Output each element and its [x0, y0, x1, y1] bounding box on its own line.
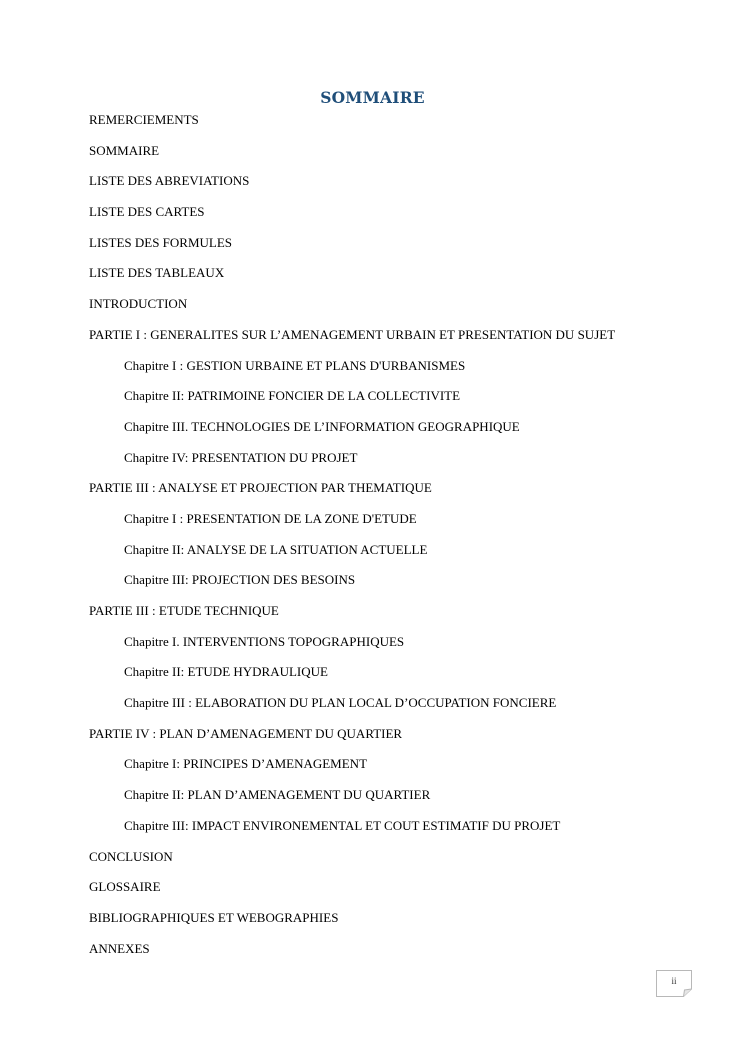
toc-chapter-entry: Chapitre II: PLAN D’AMENAGEMENT DU QUARTIER [124, 787, 431, 803]
toc-section-entry: SOMMAIRE [89, 142, 160, 158]
toc-chapter-entry: Chapitre II: ANALYSE DE LA SITUATION ACTUELLE [124, 541, 428, 557]
toc-section-entry: LISTE DES CARTES [89, 204, 205, 220]
toc-chapter-entry: Chapitre III: PROJECTION DES BESOINS [124, 572, 356, 588]
toc-chapter-entry: Chapitre I: PRINCIPES D’AMENAGEMENT [124, 756, 368, 772]
toc-section-entry: PARTIE III : ANALYSE ET PROJECTION PAR THEMATIQUE [89, 480, 432, 496]
toc-chapter-entry: Chapitre I. INTERVENTIONS TOPOGRAPHIQUES [124, 633, 405, 649]
toc-chapter-entry: Chapitre I : GESTION URBAINE ET PLANS D'URBANISMES [124, 357, 466, 373]
page-number-box [656, 970, 692, 997]
toc-section-entry: ANNEXES [89, 940, 150, 956]
toc-section-entry: PARTIE I : GENERALITES SUR L’AMENAGEMENT URBAIN ET PRESENTATION DU SUJET [89, 326, 616, 342]
toc-section-entry: PARTIE III : ETUDE TECHNIQUE [89, 603, 279, 618]
toc-chapter-entry: Chapitre III: IMPACT ENVIRONEMENTAL ET COUT ESTIMATIF DU PROJET [124, 817, 561, 833]
toc-section-entry: LISTE DES ABREVIATIONS [89, 173, 250, 189]
toc-chapter-entry: Chapitre II: PATRIMOINE FONCIER DE LA COLLECTIVITE [124, 388, 461, 404]
toc-section-entry: REMERCIEMENTS [89, 112, 199, 127]
toc-section-entry: CONCLUSION [89, 848, 173, 864]
page-number: ii [671, 976, 677, 986]
toc-section-entry: LISTES DES FORMULES [89, 234, 233, 250]
table-of-contents [89, 112, 705, 971]
page-title: SOMMAIRE [320, 88, 425, 107]
toc-chapter-entry: Chapitre I : PRESENTATION DE LA ZONE D'ETUDE [124, 510, 417, 526]
toc-chapter-entry: Chapitre IV: PRESENTATION DU PROJET [124, 449, 358, 465]
toc-chapter-entry: Chapitre III : ELABORATION DU PLAN LOCAL D’OCCUPATION FONCIERE [124, 695, 557, 711]
toc-section-entry: GLOSSAIRE [89, 879, 161, 895]
toc-chapter-entry: Chapitre II: ETUDE HYDRAULIQUE [124, 664, 328, 680]
toc-section-entry: LISTE DES TABLEAUX [89, 265, 225, 281]
toc-section-entry: BIBLIOGRAPHIQUES ET WEBOGRAPHIES [89, 909, 339, 925]
toc-section-entry: INTRODUCTION [89, 296, 188, 312]
toc-chapter-entry: Chapitre III. TECHNOLOGIES DE L’INFORMATION GEOGRAPHIQUE [124, 418, 520, 434]
toc-section-entry: PARTIE IV : PLAN D’AMENAGEMENT DU QUARTIER [89, 725, 403, 741]
